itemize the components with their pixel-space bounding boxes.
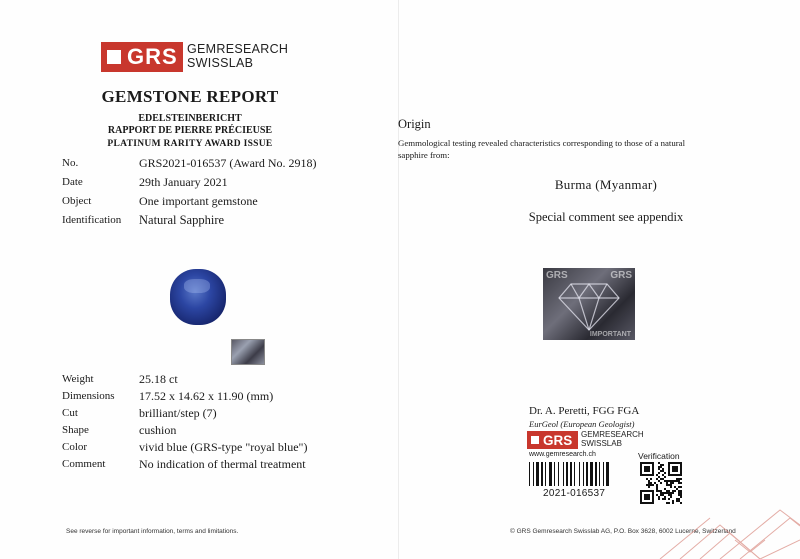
grs-logo-letters: GRS xyxy=(543,432,573,448)
field-value: GRS2021-016537 (Award No. 2918) xyxy=(139,156,317,170)
grs-logo-small xyxy=(527,431,644,449)
report-subtitle-de: EDELSTEINBERICHT xyxy=(138,113,242,124)
field-label: Object xyxy=(62,195,92,207)
field-value: vivid blue (GRS-type "royal blue") xyxy=(139,440,308,454)
diamond-icon xyxy=(557,276,621,332)
field-value: 29th January 2021 xyxy=(139,175,228,189)
brand-name-line2: SWISSLAB xyxy=(581,439,622,448)
field-label: Comment xyxy=(62,458,106,470)
field-label: Dimensions xyxy=(62,390,115,402)
security-seal xyxy=(543,268,635,340)
grs-logo xyxy=(101,42,288,72)
brand-name-line1: GEMRESEARCH xyxy=(581,430,644,439)
footer-left: See reverse for important information, terms and limitations. xyxy=(66,528,239,535)
page-fold xyxy=(398,0,399,559)
signatory-name: Dr. A. Peretti, FGG FGA xyxy=(529,405,640,417)
field-label: Date xyxy=(62,176,83,188)
origin-country: Burma (Myanmar) xyxy=(554,177,658,192)
report-subtitle-fr: RAPPORT DE PIERRE PRÉCIEUSE xyxy=(107,125,273,136)
seal-text-right: GRS xyxy=(610,270,632,281)
field-value: 17.52 x 14.62 x 11.90 (mm) xyxy=(139,389,274,403)
seal-text-bottom: IMPORTANT xyxy=(589,331,631,338)
field-value: No indication of thermal treatment xyxy=(139,457,306,471)
brand-name-line1: GEMRESEARCH xyxy=(187,42,289,56)
origin-heading: Origin xyxy=(398,117,431,131)
field-label: No. xyxy=(62,157,79,169)
field-value: One important gemstone xyxy=(139,194,258,208)
origin-text: Gemmological testing revealed characteristics corresponding to those of a natural sapphire from: xyxy=(398,138,686,160)
barcode-number: 2021-016537 xyxy=(543,488,606,499)
barcode-icon xyxy=(529,462,627,486)
field-label: Weight xyxy=(62,373,94,385)
signatory-title: EurGeol (European Geologist) xyxy=(529,419,635,429)
verification-label: Verification xyxy=(638,451,680,461)
seal-text-left: GRS xyxy=(546,270,568,281)
field-label: Identification xyxy=(62,214,122,226)
grs-logo-badge xyxy=(101,42,183,72)
sapphire-photo xyxy=(170,269,226,325)
field-value: cushion xyxy=(139,423,177,437)
field-value: Natural Sapphire xyxy=(139,213,225,227)
report-issue: PLATINUM RARITY AWARD ISSUE xyxy=(107,139,273,149)
decorative-pattern xyxy=(640,470,800,559)
footer-right: © GRS Gemresearch Swisslab AG, P.O. Box 3628, 6002 Lucerne, Switzerland xyxy=(510,528,736,535)
report-title: GEMSTONE REPORT xyxy=(101,87,279,106)
field-value: brilliant/step (7) xyxy=(139,406,217,420)
grs-logo-letters: GRS xyxy=(127,44,178,69)
field-label: Color xyxy=(62,441,88,453)
field-label: Shape xyxy=(62,424,89,436)
field-label: Cut xyxy=(62,407,78,419)
origin-comment: Special comment see appendix xyxy=(528,210,684,224)
grs-logo-badge xyxy=(527,431,578,449)
hologram-sticker xyxy=(231,339,265,365)
brand-name-line2: SWISSLAB xyxy=(187,56,254,70)
swiss-cross-icon xyxy=(107,50,121,64)
field-value: 25.18 ct xyxy=(139,372,178,386)
website-link[interactable]: www.gemresearch.ch xyxy=(529,451,596,458)
swiss-cross-icon xyxy=(531,436,539,444)
